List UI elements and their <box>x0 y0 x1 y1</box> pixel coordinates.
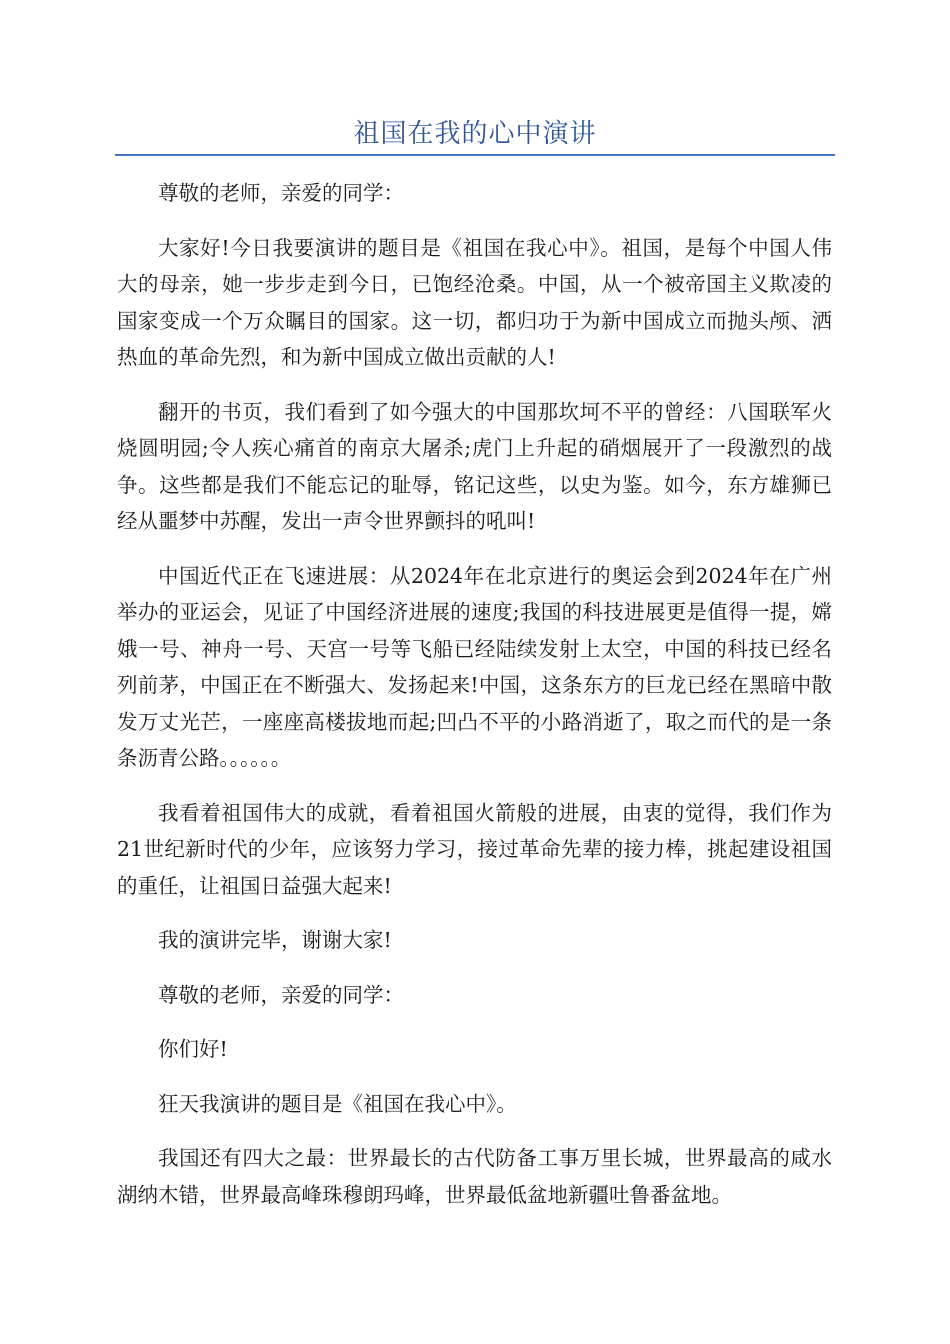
paragraph-greeting: 尊敬的老师，亲爱的同学： <box>158 982 404 1007</box>
paragraph-greeting: 尊敬的老师，亲爱的同学： <box>158 181 404 205</box>
paragraph: 狂天我演讲的题目是《祖国在我心中》。 <box>158 1091 517 1116</box>
paragraph: 大家好!今日我要演讲的题目是《祖国在我心中》。祖国，是每个中国人伟大的母亲，她一步步走到今日，已饱经沧桑。中国，从一个被帝国主义欺凌的国家变成一个万众瞩目的国家。这一切，都归功于为新中国成立而抛头颅、洒热血的革命先烈，和为新中国成立做出贡献的人! <box>117 235 832 369</box>
document-title: 祖国在我的心中演讲 <box>353 119 597 149</box>
paragraph: 中国近代正在飞速进展：从2024年在北京进行的奥运会到2024年在广州举办的亚运会，见证了中国经济进展的速度;我国的科技进展更是值得一提，嫦娥一号、神舟一号、天宫一号等飞船已经陆续发射上太空，中国的科技已经名列前茅，中国正在不断强大、发扬起来!中国，这条东方的巨龙已经在黑暗中散发万丈光芒，一座座高楼拔地而起;凹凸不平的小路消逝了，取之而代的是一条条沥青公路。。。。。。 <box>117 563 832 770</box>
paragraph-closing: 我的演讲完毕，谢谢大家! <box>158 928 392 952</box>
title-underline <box>115 154 835 156</box>
document-body <box>117 175 832 1231</box>
paragraph: 你们好! <box>158 1037 228 1061</box>
paragraph: 我国还有四大之最：世界最长的古代防备工事万里长城，世界最高的咸水湖纳木错，世界最高峰珠穆朗玛峰，世界最低盆地新疆吐鲁番盆地。 <box>117 1146 832 1207</box>
paragraph: 我看着祖国伟大的成就，看着祖国火箭般的进展，由衷的觉得，我们作为21世纪新时代的少年，应该努力学习，接过革命先辈的接力棒，挑起建设祖国的重任，让祖国日益强大起来! <box>117 800 832 898</box>
paragraph: 翻开的书页，我们看到了如今强大的中国那坎坷不平的曾经：八国联军火烧圆明园;令人疾心痛首的南京大屠杀;虎门上升起的硝烟展开了一段激烈的战争。这些都是我们不能忘记的耻辱，铭记这些，以史为鉴。如今，东方雄狮已经从噩梦中苏醒，发出一声令世界颤抖的吼叫! <box>117 399 832 533</box>
